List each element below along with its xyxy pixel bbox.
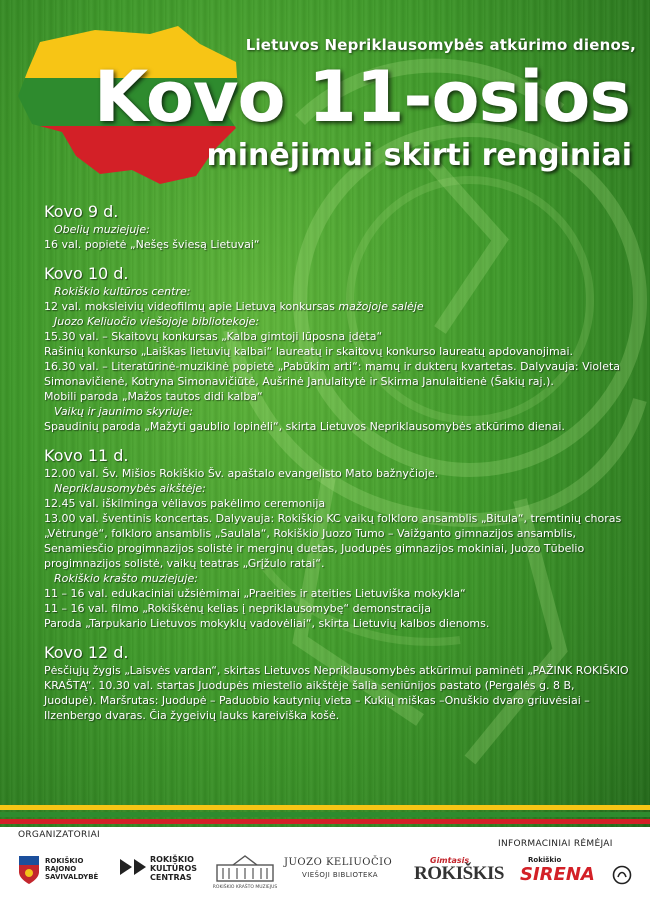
event-line: 12.45 val. iškilminga vėliavos pakėlimo ceremonija (44, 497, 326, 510)
flag-stripes (0, 805, 650, 827)
venue: Rokiškio krašto muziejuje: (54, 572, 198, 585)
event-line: Paroda „Tarpukario Lietuvos mokyklų vadovėliai“, skirta Lietuvių kalbos dienoms. (44, 617, 490, 630)
header-tagline: minėjimui skirti renginiai (206, 138, 632, 173)
event-line: 15.30 val. – Skaitovų konkursas „Kalba gimtoji lūposna įdėta“ (44, 330, 383, 343)
venue: Obelių muziejuje: (54, 223, 150, 236)
manor-building-icon (215, 853, 275, 883)
header-subtitle: Lietuvos Nepriklausomybės atkūrimo dienos, (245, 36, 636, 54)
venue: Nepriklausomybės aikštėje: (54, 482, 206, 495)
media-sponsors-label: INFORMACINIAI RĖMĖJAI (498, 839, 613, 849)
event-line: 11 – 16 val. edukaciniai užsiėmimai „Praeities ir ateities Lietuviška mokykla“ (44, 587, 466, 600)
culture-centre-icon (118, 855, 148, 879)
logo-krasto-muziejus: ROKIŠKIO KRAŠTO MUZIEJUS (212, 851, 278, 901)
day-heading: Kovo 11 d. (44, 446, 129, 465)
day-heading: Kovo 10 d. (44, 264, 129, 283)
coat-of-arms-icon (18, 855, 40, 885)
event-line: 12.00 val. Šv. Mišios Rokiškio Šv. apaštalo evangelisto Mato bažnyčioje. (44, 467, 439, 480)
siren-icon (612, 865, 632, 885)
day-heading: Kovo 12 d. (44, 643, 129, 662)
venue: Vaikų ir jaunimo skyriuje: (54, 405, 193, 418)
logo-sirena: Rokiškio SIRENA (520, 853, 638, 893)
logo-rokiskio-savivaldybe: ROKIŠKIO RAJONO SAVIVALDYBĖ (18, 851, 108, 901)
event-line: Spaudinių paroda „Mažyti gaublio lopinėli“, skirta Lietuvos Nepriklausomybės atkūrimo dienai. (44, 420, 565, 433)
event-line: Rašinių konkurso „Laiškas lietuvių kalbai“ laureatų ir skaitovų konkurso laureatų apdovanojimai. (44, 345, 573, 358)
event-line: 16 val. popietė „Nešęs šviesą Lietuvai“ (44, 238, 260, 251)
event-line: Mobili paroda „Mažos tautos didi kalba“ (44, 390, 263, 403)
event-line: 12 val. moksleivių videofilmų apie Lietuvą konkursas mažojoje salėje (44, 300, 424, 313)
logo-gimtasis-rokiskis: Gimtasis ROKIŠKIS (414, 856, 504, 884)
logo-biblioteka: JUOZO KELIUOČIO VIEŠOJI BIBLIOTEKA (284, 857, 393, 879)
event-line: 16.30 val. – Literatūrinė-muzikinė popietė „Pabūkim arti“: mamų ir dukterų kvartetas. Dalyvauja: Violeta Simonavičienė, Kotryna Simonavičiūtė, Aušrinė Janulaitytė ir Skirma Janulaitienė (Šakių raj.). (44, 360, 621, 388)
event-schedule (44, 202, 630, 723)
event-line: 13.00 val. šventinis koncertas. Dalyvauja: Rokiškio KC vaikų folkloro ansamblis „Bitula“, tremtinių choras „Vėtrungė“, folkloro ansamblis „Saulala“, Rokiškio Juozo Tumo – Vaižganto gimnazijos ansamblis, Senamiesčio progimnazijos solistė ir merginų duetas, Juodupės gimnazijos mokiniai, Juozo Tūbelio progimnazijos solistė, vaikų teatras „Grįžulo ratai“. (44, 512, 622, 570)
organizers-label: ORGANIZATORIAI (18, 830, 100, 840)
logo-kulturos-centras: ROKIŠKIO KULTŪROS CENTRAS (118, 851, 208, 901)
venue: Rokiškio kultūros centre: (54, 285, 191, 298)
event-line: Pėsčiųjų žygis „Laisvės vardan“, skirtas Lietuvos Nepriklausomybės atkūrimui paminėti „PAŽINK ROKIŠKIO KRAŠTĄ“. 10.30 val. startas Juodupės miestelio aikštėje šalia seniūnijos pastato (Pergalės g. 8 B, Juodupė). Maršrutas: Juodupė – Paduobio kautynių vieta – Kukių miškas –Onuškio dvaro griuvėsiai – Ilzenbergo dvaras. Čia žygeivių lauks kareiviška košė. (44, 664, 629, 722)
header-title: Kovo 11-osios (93, 56, 630, 138)
day-heading: Kovo 9 d. (44, 202, 119, 221)
venue: Juozo Keliuočio viešojoje bibliotekoje: (54, 315, 260, 328)
event-line: 11 – 16 val. filmo „Rokiškėnų kelias į nepriklausomybę“ demonstracija (44, 602, 431, 615)
footer-sponsors (0, 827, 650, 918)
